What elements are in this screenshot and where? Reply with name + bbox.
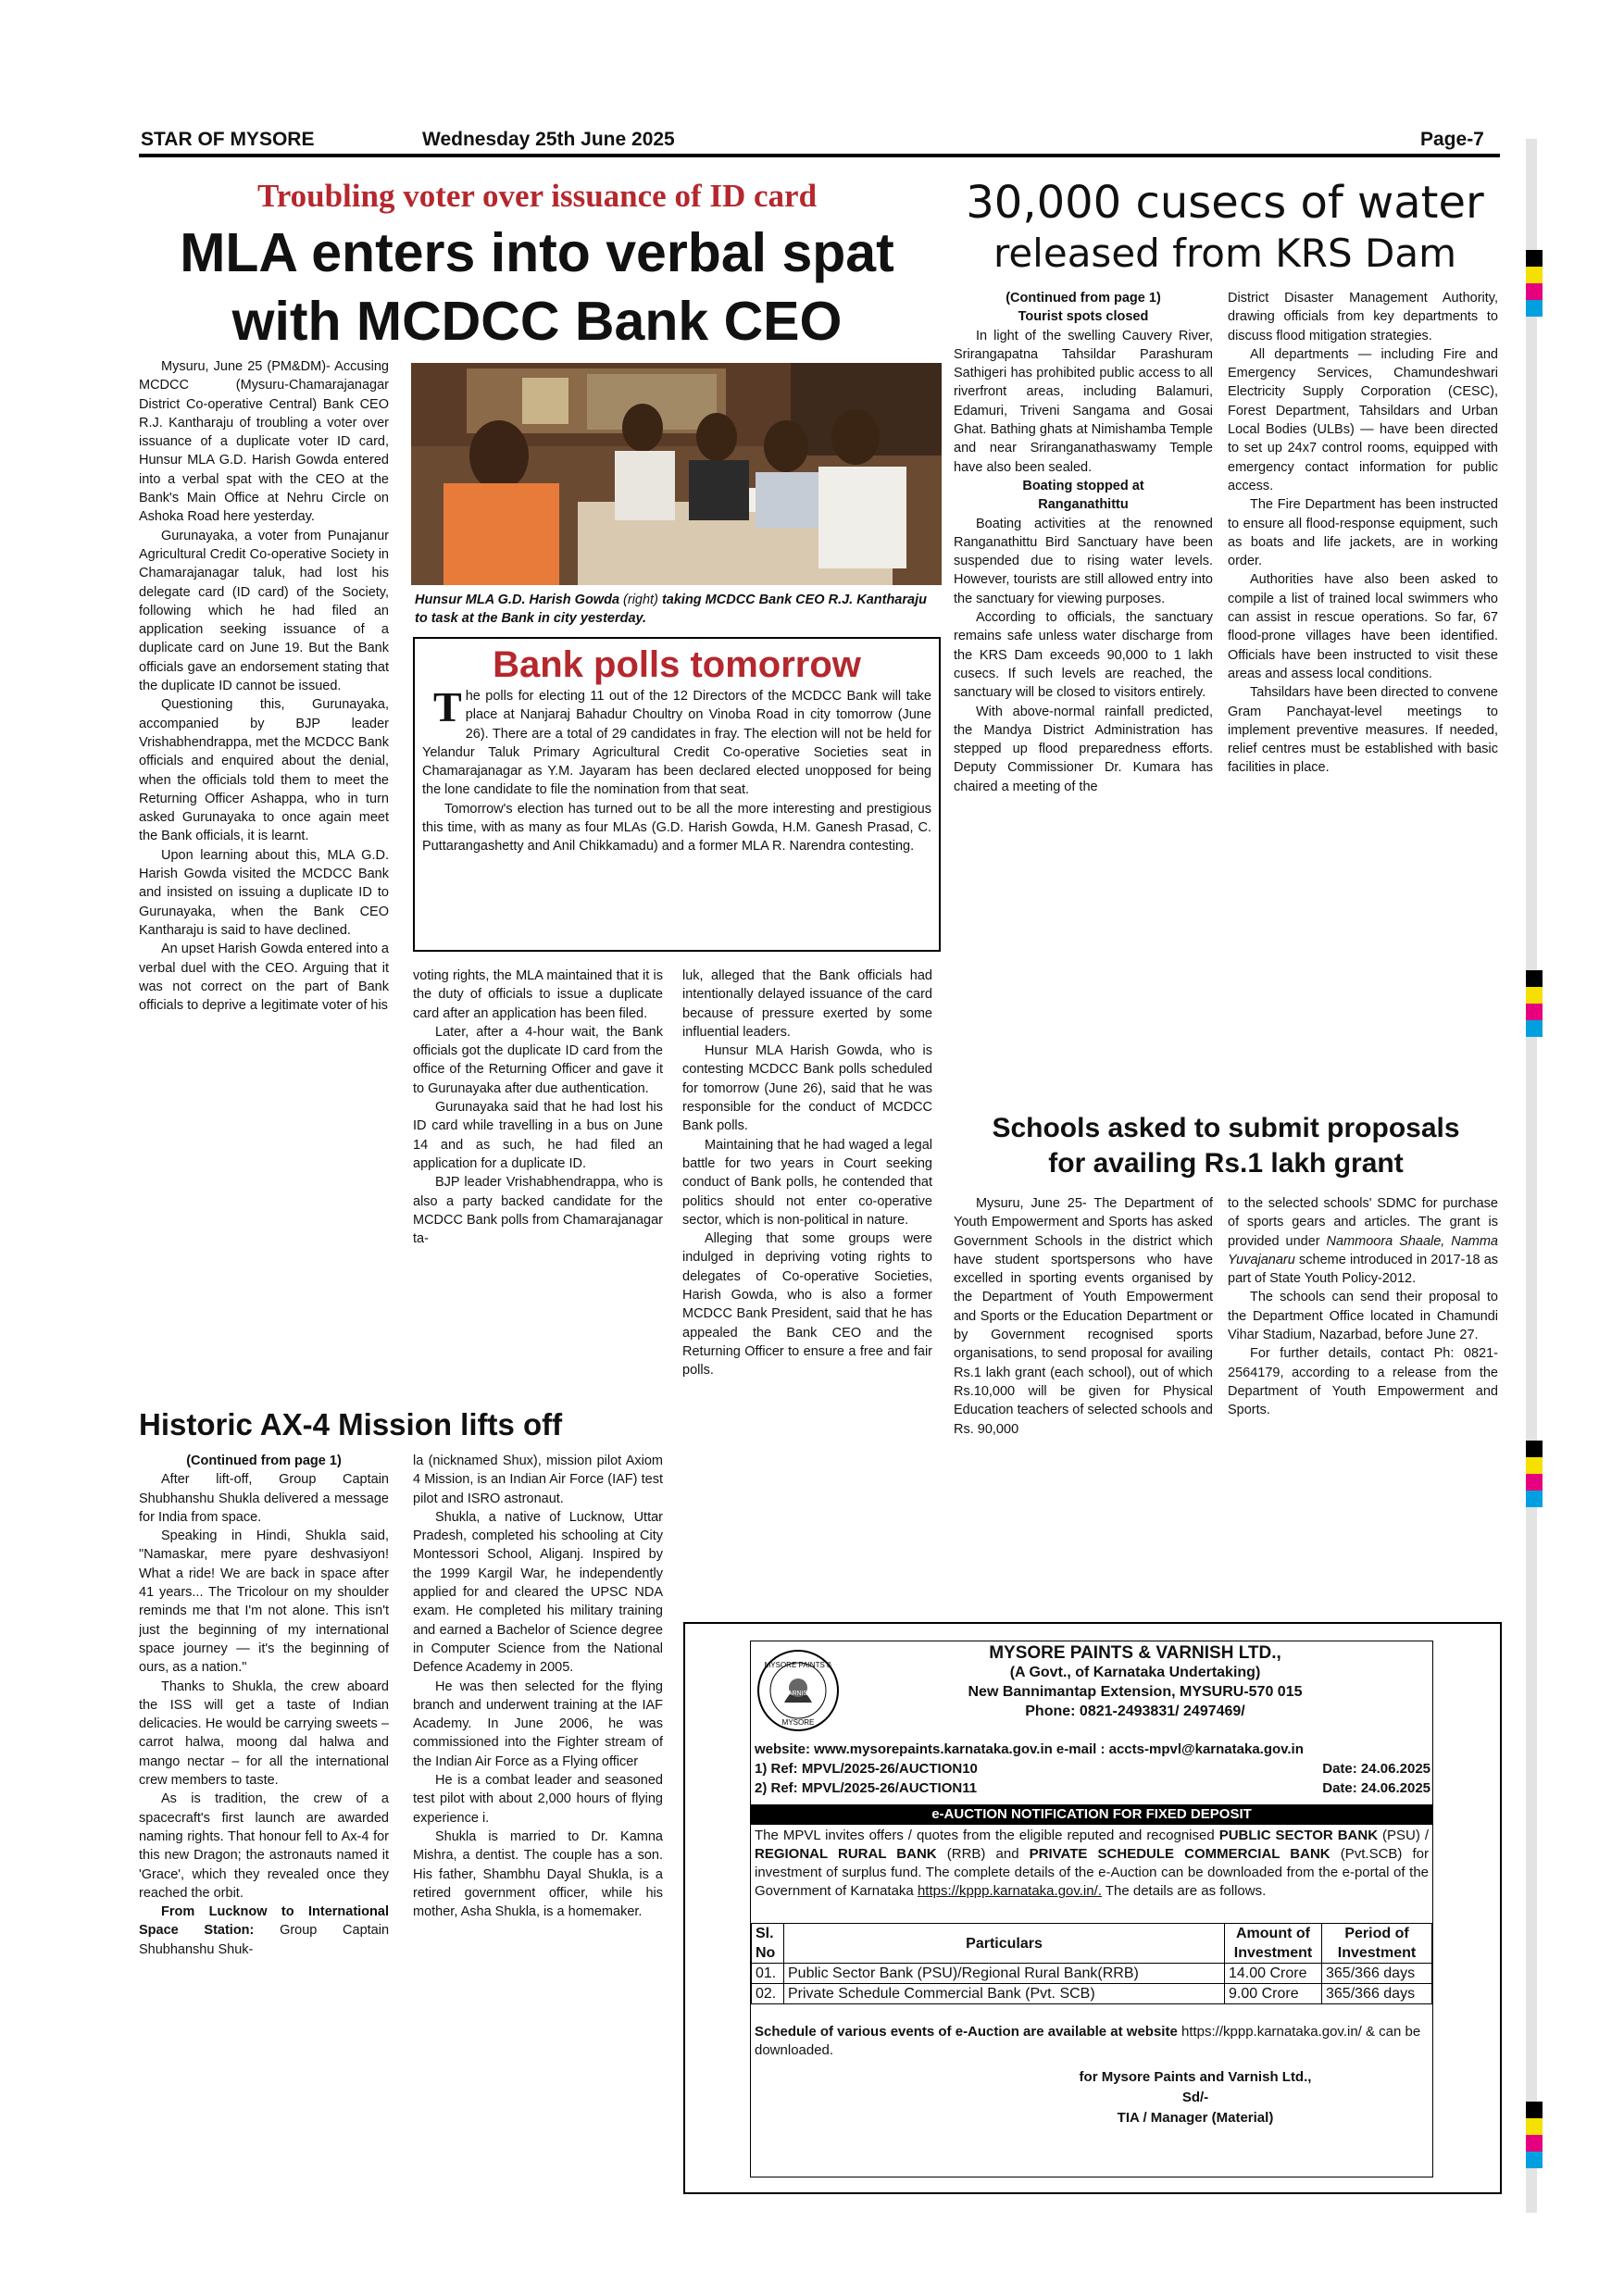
ad-body-text: (RRB) and bbox=[946, 1846, 1019, 1862]
ad-body-text: (Pvt.SCB) for investment of surplus fund. The complete details of the e-Auction can be downloaded from the e-portal of the Government of Karnataka bbox=[755, 1846, 1430, 1899]
paper-name: STAR OF MYSORE bbox=[141, 129, 315, 150]
masthead-rule bbox=[139, 154, 1500, 157]
bank-polls-box bbox=[413, 637, 941, 952]
lead-para: Upon learning about this, MLA G.D. Harish Gowda visited the MCDCC Bank and insisted on issuing a duplicate ID to Gurunayaka, when the Bank CEO Kantharaju is said to have declined. bbox=[139, 847, 389, 938]
ad-td: 365/366 days bbox=[1322, 1964, 1432, 1984]
schools-para: For further details, contact Ph: 0821-2564179, according to a release from the Department of Youth Empowerment and Sports. bbox=[1228, 1346, 1498, 1418]
mpvl-advertisement bbox=[683, 1622, 1502, 2194]
krs-para: The Fire Department has been instructed to ensure all flood-response equipment, such as boats and life jackets, are in working order. bbox=[1228, 497, 1498, 569]
lead-para: Later, after a 4-hour wait, the Bank officials got the duplicate ID card from the office of the Returning Officer and gave it to Gurunayaka after due authentication. bbox=[413, 1024, 663, 1096]
krs-subhead-tourist: Tourist spots closed bbox=[1018, 309, 1149, 325]
schools-headline-line2: for availing Rs.1 lakh grant bbox=[1048, 1148, 1404, 1179]
schools-column-1 bbox=[954, 1194, 1213, 1583]
registration-yellow-3 bbox=[1526, 1457, 1543, 1474]
registration-magenta-4 bbox=[1526, 2135, 1543, 2152]
caption-rest: taking MCDCC Bank CEO R.J. Kantharaju to task at the Bank in city yesterday. bbox=[415, 593, 927, 626]
ad-header bbox=[843, 1643, 1427, 1721]
schools-para: The schools can send their proposal to the Department Office located in Chamundi Vihar Stadium, Nazarbad, before June 27. bbox=[1228, 1290, 1498, 1343]
krs-column-1 bbox=[954, 289, 1213, 1109]
ad-refs bbox=[751, 1740, 1434, 1798]
schools-para-grant bbox=[1228, 1194, 1498, 1288]
ad-th: Particulars bbox=[784, 1924, 1225, 1964]
scheme-name: Nammoora Shaale, Namma Yuvajanaru bbox=[1228, 1233, 1498, 1267]
bank-polls-body bbox=[415, 685, 939, 858]
krs-headline-line1: 30,000 cusecs of water bbox=[966, 177, 1484, 229]
krs-para: In light of the swelling Cauvery River, Srirangapatna Tahsildar Parashuram Sathigeri has prohibited public access to all riverfront areas, including Balamuri, Edamuri, Triveni Sangama and Gosai Ghat. Bathing ghats at Nimishamba Temple and near Sriranganathaswamy Temple have also been sealed. bbox=[954, 328, 1213, 475]
lead-para: Gurunayaka said that he had lost his ID card while travelling in a bus on June 14 and as such, he had filed an application for a duplicate ID. bbox=[413, 1100, 663, 1171]
print-margin-strip bbox=[1526, 139, 1537, 2213]
lead-para: Questioning this, Gurunayaka, accompanied by BJP leader Vrishabhendrappa, met the MCDCC Bank officials and enquired about the denial, when the officials told them to meet the Returning Officer Ashappa, who in turn asked Gurunayaka to once again meet the Bank officials, it is learnt. bbox=[139, 697, 389, 844]
table-row bbox=[752, 1984, 1432, 2004]
lead-para: Mysuru, June 25 (PM&DM)- Accusing MCDCC (Mysuru-Chamarajanagar District Co-operative Central) Bank CEO R.J. Kantharaju of troubling a voter over issuance of a duplicate voter ID card, Hunsur MLA G.D. Harish Gowda entered into a verbal spat with the CEO at the Bank's Main Office at Nehru Circle on Ashoka Road here yesterday. bbox=[139, 359, 389, 525]
ad-table-wrap bbox=[751, 1923, 1432, 2004]
krs-para: Boating activities at the renowned Ranganathittu Bird Sanctuary have been suspended due to rising water levels. However, tourists are still allowed entry into the sanctuary for viewing purposes. bbox=[954, 516, 1213, 606]
bank-polls-title: Bank polls tomorrow bbox=[493, 644, 861, 685]
ax4-para: Shukla, a native of Lucknow, Uttar Pradesh, completed his schooling at City Montessori School, Aliganj. Inspired by the 1999 Kargil War, he independently applied for and cleared the UPSC NDA exam. He completed his military training and earned a Bachelor of Science degree in Computer Science from the National Defence Academy in 2005. bbox=[413, 1509, 663, 1676]
ad-sign-2: Sd/- bbox=[1181, 2090, 1209, 2105]
ad-address: New Bannimantap Extension, MYSURU-570 015 bbox=[968, 1684, 1303, 1700]
ad-sign-1: for Mysore Paints and Varnish Ltd., bbox=[1079, 2069, 1312, 2085]
ad-body-text: The MPVL invites offers / quotes from the eligible reputed and recognised bbox=[755, 1828, 1215, 1843]
schools-para: Mysuru, June 25- The Department of Youth Empowerment and Sports has asked Government Schools in the district which have student sportspersons who have excelled in sporting events organised by the Department of Youth Empowerment and Sports or the Education Department or by Government recognised sports organisations, to send proposal for availing Rs.1 lakh grant (each school), out of which Rs.10,000 will be given for Physical Education teachers of selected schools and Rs. 90,000 bbox=[954, 1196, 1213, 1437]
ad-td: Private Schedule Commercial Bank (Pvt. SCB) bbox=[784, 1984, 1225, 2004]
krs-para: All departments — including Fire and Emergency Services, Chamundeshwari Electricity Supply Corporation (CESC), Forest Department, Tahsildars and Urban Local Bodies (ULBs) — have been directed to set up 24x7 control rooms, equipped with emergency contact information for public access. bbox=[1228, 346, 1498, 493]
ax4-continued: (Continued from page 1) bbox=[186, 1454, 342, 1468]
ad-company: MYSORE PAINTS & VARNISH LTD., bbox=[989, 1643, 1281, 1663]
ad-td: 02. bbox=[752, 1984, 784, 2004]
ad-td: 01. bbox=[752, 1964, 784, 1984]
ad-ref-row-2 bbox=[755, 1778, 1430, 1798]
ad-td: Public Sector Bank (PSU)/Regional Rural Bank(RRB) bbox=[784, 1964, 1225, 1984]
ax4-bold-lead: From Lucknow to International Space Station: bbox=[139, 1904, 389, 1939]
caption-name: Hunsur MLA G.D. Harish Gowda bbox=[415, 593, 620, 607]
krs-para: Tahsildars have been directed to convene Gram Panchayat-level meetings to implement preventive measures. If needed, relief centres must be established with basic facilities in place. bbox=[1228, 685, 1498, 776]
lead-kicker: Troubling voter over issuance of ID card bbox=[256, 178, 818, 214]
ax4-para: Shukla is married to Dr. Kamna Mishra, a dentist. The couple has a son. His father, Shambhu Dayal Shukla, is a retired government officer, while his mother, Asha Shukla, is a homemaker. bbox=[413, 1828, 663, 1920]
schools-text: scheme introduced in 2017-18 as part of State Youth Policy-2012. bbox=[1228, 1252, 1498, 1287]
ad-td: 365/366 days bbox=[1322, 1984, 1432, 2004]
lead-para: voting rights, the MLA maintained that it is the duty of officials to issue a duplicate card after an application has been filed. bbox=[413, 968, 663, 1021]
lead-para: Hunsur MLA Harish Gowda, who is contesting MCDCC Bank polls scheduled for tomorrow (June 26), said that he was responsible for the conduct of MCDCC Bank polls. bbox=[682, 1043, 932, 1134]
ax4-para-lucknow bbox=[139, 1903, 389, 1959]
krs-column-2 bbox=[1228, 289, 1498, 1109]
ad-date-1: Date: 24.06.2025 bbox=[1322, 1761, 1430, 1777]
krs-headline bbox=[952, 176, 1498, 278]
logo-text-bottom: MYSORE bbox=[781, 1718, 815, 1727]
ax4-para: la (nicknamed Shux), mission pilot Axiom 4 Mission, is an Indian Air Force (IAF) test pilot and ISRO astronaut. bbox=[413, 1454, 663, 1506]
page-number: Page-7 bbox=[1420, 129, 1484, 150]
ax4-para: After lift-off, Group Captain Shubhanshu Shukla delivered a message for India from space. bbox=[139, 1472, 389, 1525]
ad-body-text: The details are as follows. bbox=[1105, 1883, 1267, 1899]
lead-column-1 bbox=[139, 357, 389, 1413]
krs-subhead-boating-1: Boating stopped at bbox=[1022, 478, 1144, 493]
registration-cyan-4 bbox=[1526, 2152, 1543, 2168]
ad-signature bbox=[1056, 2067, 1334, 2128]
mpvl-logo-icon bbox=[756, 1649, 840, 1732]
ad-body bbox=[751, 1827, 1432, 1901]
ax4-para: As is tradition, the crew of a spacecraft's first launch are awarded naming rights. That honour fell to Ax-4 for this new Dragon; the astronauts named it 'Grace', which they revealed once they reached the orbit. bbox=[139, 1791, 389, 1901]
ad-table bbox=[751, 1923, 1432, 2004]
lead-para: An upset Harish Gowda entered into a verbal duel with the CEO. Arguing that it was not correct on the part of Bank officials to deprive a legitimate voter of his bbox=[139, 942, 389, 1014]
registration-black-4 bbox=[1526, 2102, 1543, 2118]
schools-text: to the selected schools' SDMC for purchase of sports gears and articles. The grant is provided under bbox=[1228, 1196, 1498, 1249]
caption-right: (right) bbox=[623, 593, 658, 607]
krs-continued: (Continued from page 1) bbox=[1006, 291, 1161, 306]
bank-polls-text1: he polls for electing 11 out of the 12 Directors of the MCDCC Bank will take place at Nanjaraj Bahadur Choultry on Vinoba Road in city tomorrow (June 26). There are a total of 29 candidates in fray. The election will not be held for Yelandur Taluk Primary Agricultural Credit Co-operative Societies seat in Chamarajanagar as Y.M. Jayaram has been declared elected unopposed for being the lone candidate to file the nomination from that seat. bbox=[422, 689, 931, 798]
krs-para: Authorities have also been asked to compile a list of trained local swimmers who can assist in rescue operations. So far, 67 flood-prone villages have been identified. Officials have been instructed to visit these areas and assess local conditions. bbox=[1228, 572, 1498, 681]
krs-headline-line2: released from KRS Dam bbox=[993, 231, 1456, 276]
schools-headline-line1: Schools asked to submit proposals bbox=[992, 1113, 1460, 1143]
ad-notice-title: e-AUCTION NOTIFICATION FOR FIXED DEPOSIT bbox=[751, 1804, 1432, 1825]
ad-td: 9.00 Crore bbox=[1225, 1984, 1322, 2004]
ad-body-text: (PSU) / bbox=[1382, 1828, 1430, 1843]
table-row bbox=[752, 1964, 1432, 1984]
lead-para: Maintaining that he had waged a legal battle for two years in Court seeking conduct of Bank polls, he contended that politics should not enter co-operative sector, which is non-political in nature. bbox=[682, 1137, 932, 1228]
bank-polls-para1 bbox=[422, 683, 931, 800]
registration-magenta-2 bbox=[1526, 1004, 1543, 1020]
ad-sign-3: TIA / Manager (Material) bbox=[1117, 2110, 1274, 2126]
ax4-column-2 bbox=[413, 1452, 663, 2185]
lead-headline-line2: with MCDCC Bank CEO bbox=[231, 291, 843, 352]
ad-schedule-text[interactable]: https://kppp.karnataka.gov.in/ & can be downloaded. bbox=[755, 2024, 1421, 2058]
ad-portal-link[interactable]: https://kppp.karnataka.gov.in/. bbox=[917, 1883, 1102, 1899]
ax4-para: Thanks to Shukla, the crew aboard the ISS will get a taste of Indian delicacies. He would be carrying sweets – carrot halwa, moong dal halwa and mango nectar – for all the international crew members to taste. bbox=[139, 1678, 389, 1789]
krs-para: District Disaster Management Authority, drawing officials from key departments to discuss flood mitigation strategies. bbox=[1228, 291, 1498, 343]
lead-para: BJP leader Vrishabhendrappa, who is also a party backed candidate for the MCDCC Bank polls from Chamarajanagar ta- bbox=[413, 1175, 663, 1247]
ax4-para: Speaking in Hindi, Shukla said, "Namaskar, mere pyare deshvasiyon! What a ride! We are back in space after 41 years... The Tricolour on my shoulder reminds me that I'm not alone. This isn't just the beginning of my international space journey — it's the beginning of ours, as a nation." bbox=[139, 1529, 389, 1676]
ad-ref-1: 1) Ref: MPVL/2025-26/AUCTION10 bbox=[755, 1761, 978, 1777]
lead-headline bbox=[130, 218, 944, 356]
registration-yellow-2 bbox=[1526, 987, 1543, 1004]
dropcap: T bbox=[433, 683, 462, 730]
registration-magenta bbox=[1526, 283, 1543, 300]
ax4-para: He was then selected for the flying branch and underwent training at the IAF Academy. In June 2006, he was commissioned into the Fighter stream of the Indian Air Force as a Flying officer bbox=[413, 1678, 663, 1769]
ax4-headline: Historic AX-4 Mission lifts off bbox=[139, 1407, 563, 1441]
registration-yellow bbox=[1526, 267, 1543, 283]
photo-caption bbox=[415, 591, 943, 628]
registration-black-3 bbox=[1526, 1441, 1543, 1457]
ad-govt: (A Govt., of Karnataka Undertaking) bbox=[1009, 1665, 1261, 1680]
registration-yellow-4 bbox=[1526, 2118, 1543, 2135]
ad-inner-frame bbox=[750, 1641, 1433, 2177]
krs-para: With above-normal rainfall predicted, the Mandya District Administration has stepped up flood preparedness efforts. Deputy Commissioner Dr. Kumara has chaired a meeting of the bbox=[954, 704, 1213, 794]
registration-cyan-3 bbox=[1526, 1491, 1543, 1507]
ad-th: Sl. No bbox=[752, 1924, 784, 1964]
registration-cyan-2 bbox=[1526, 1020, 1543, 1037]
ad-schedule-bold: Schedule of various events of e-Auction are available at website bbox=[755, 2024, 1178, 2040]
ad-date-2: Date: 24.06.2025 bbox=[1322, 1780, 1430, 1796]
news-photo bbox=[411, 363, 942, 585]
lead-column-3 bbox=[682, 967, 932, 1596]
registration-black-2 bbox=[1526, 970, 1543, 987]
ad-body-bold: PUBLIC SECTOR BANK bbox=[1218, 1828, 1379, 1843]
ad-body-bold: PRIVATE SCHEDULE COMMERCIAL BANK bbox=[1029, 1846, 1330, 1862]
ad-ref-row-1 bbox=[755, 1759, 1430, 1778]
ax4-column-1 bbox=[139, 1452, 389, 2185]
ax4-text: Group Captain Shubhanshu Shuk- bbox=[139, 1923, 389, 1957]
lead-column-2 bbox=[413, 967, 663, 1429]
ad-td: 14.00 Crore bbox=[1225, 1964, 1322, 1984]
ad-body-bold: REGIONAL RURAL BANK bbox=[755, 1846, 937, 1862]
ad-th: Period of Investment bbox=[1322, 1924, 1432, 1964]
krs-para: According to officials, the sanctuary remains safe unless water discharge from the KRS Dam exceeds 90,000 to 1 lakh cusecs. If such levels are reached, the sanctuary will be closed to visitors entirely. bbox=[954, 610, 1213, 701]
registration-black bbox=[1526, 250, 1543, 267]
meeting-photo-illustration bbox=[411, 363, 942, 585]
krs-subhead-boating-2: Ranganathittu bbox=[1038, 497, 1129, 513]
lead-para: Alleging that some groups were indulged in depriving voting rights to delegates of Co-operative Societies, Harish Gowda, who is also a former MCDCC Bank President, said that he has appealed the Bank CEO and the Returning Officer to ensure a free and fair polls. bbox=[682, 1231, 932, 1379]
ad-table-header bbox=[752, 1924, 1432, 1964]
registration-cyan bbox=[1526, 300, 1543, 317]
lead-headline-line1: MLA enters into verbal spat bbox=[180, 222, 894, 283]
schools-column-2 bbox=[1228, 1194, 1498, 1583]
issue-date: Wednesday 25th June 2025 bbox=[422, 129, 675, 150]
logo-text-mid: VARNISH bbox=[783, 1691, 813, 1697]
ad-phone: Phone: 0821-2493831/ 2497469/ bbox=[1025, 1703, 1245, 1719]
schools-headline bbox=[952, 1111, 1500, 1181]
registration-magenta-3 bbox=[1526, 1474, 1543, 1491]
lead-para: luk, alleged that the Bank officials had intentionally delayed issuance of the card because of pressure exerted by some influential leaders. bbox=[682, 968, 932, 1040]
lead-para: Gurunayaka, a voter from Punajanur Agricultural Credit Co-operative Society in Chamarajanagar taluk, had lost his delegate card (ID card) of the Society, following which he had filed an application seeking issuance of a duplicate card on June 19. But the Bank officials gave an endorsement stating that the duplicate ID cannot be issued. bbox=[139, 528, 389, 694]
bank-polls-para2: Tomorrow's election has turned out to be all the more interesting and prestigious this time, with as many as four MLAs (G.D. Harish Gowda, H.M. Ganesh Prasad, C. Puttarangashetty and Anil Chikkamadu) and a former MLA R. Narendra contesting. bbox=[422, 801, 931, 855]
ad-th: Amount of Investment bbox=[1225, 1924, 1322, 1964]
ad-website[interactable]: website: www.mysorepaints.karnataka.gov.in e-mail : accts-mpvl@karnataka.gov.in bbox=[755, 1741, 1304, 1757]
ad-ref-2: 2) Ref: MPVL/2025-26/AUCTION11 bbox=[755, 1780, 978, 1796]
logo-text-top: MYSORE PAINTS & bbox=[764, 1661, 832, 1669]
ad-schedule bbox=[751, 2023, 1432, 2060]
ax4-para: He is a combat leader and seasoned test pilot with about 2,000 hours of flying experience i. bbox=[413, 1773, 663, 1826]
mpvl-logo bbox=[756, 1649, 840, 1732]
